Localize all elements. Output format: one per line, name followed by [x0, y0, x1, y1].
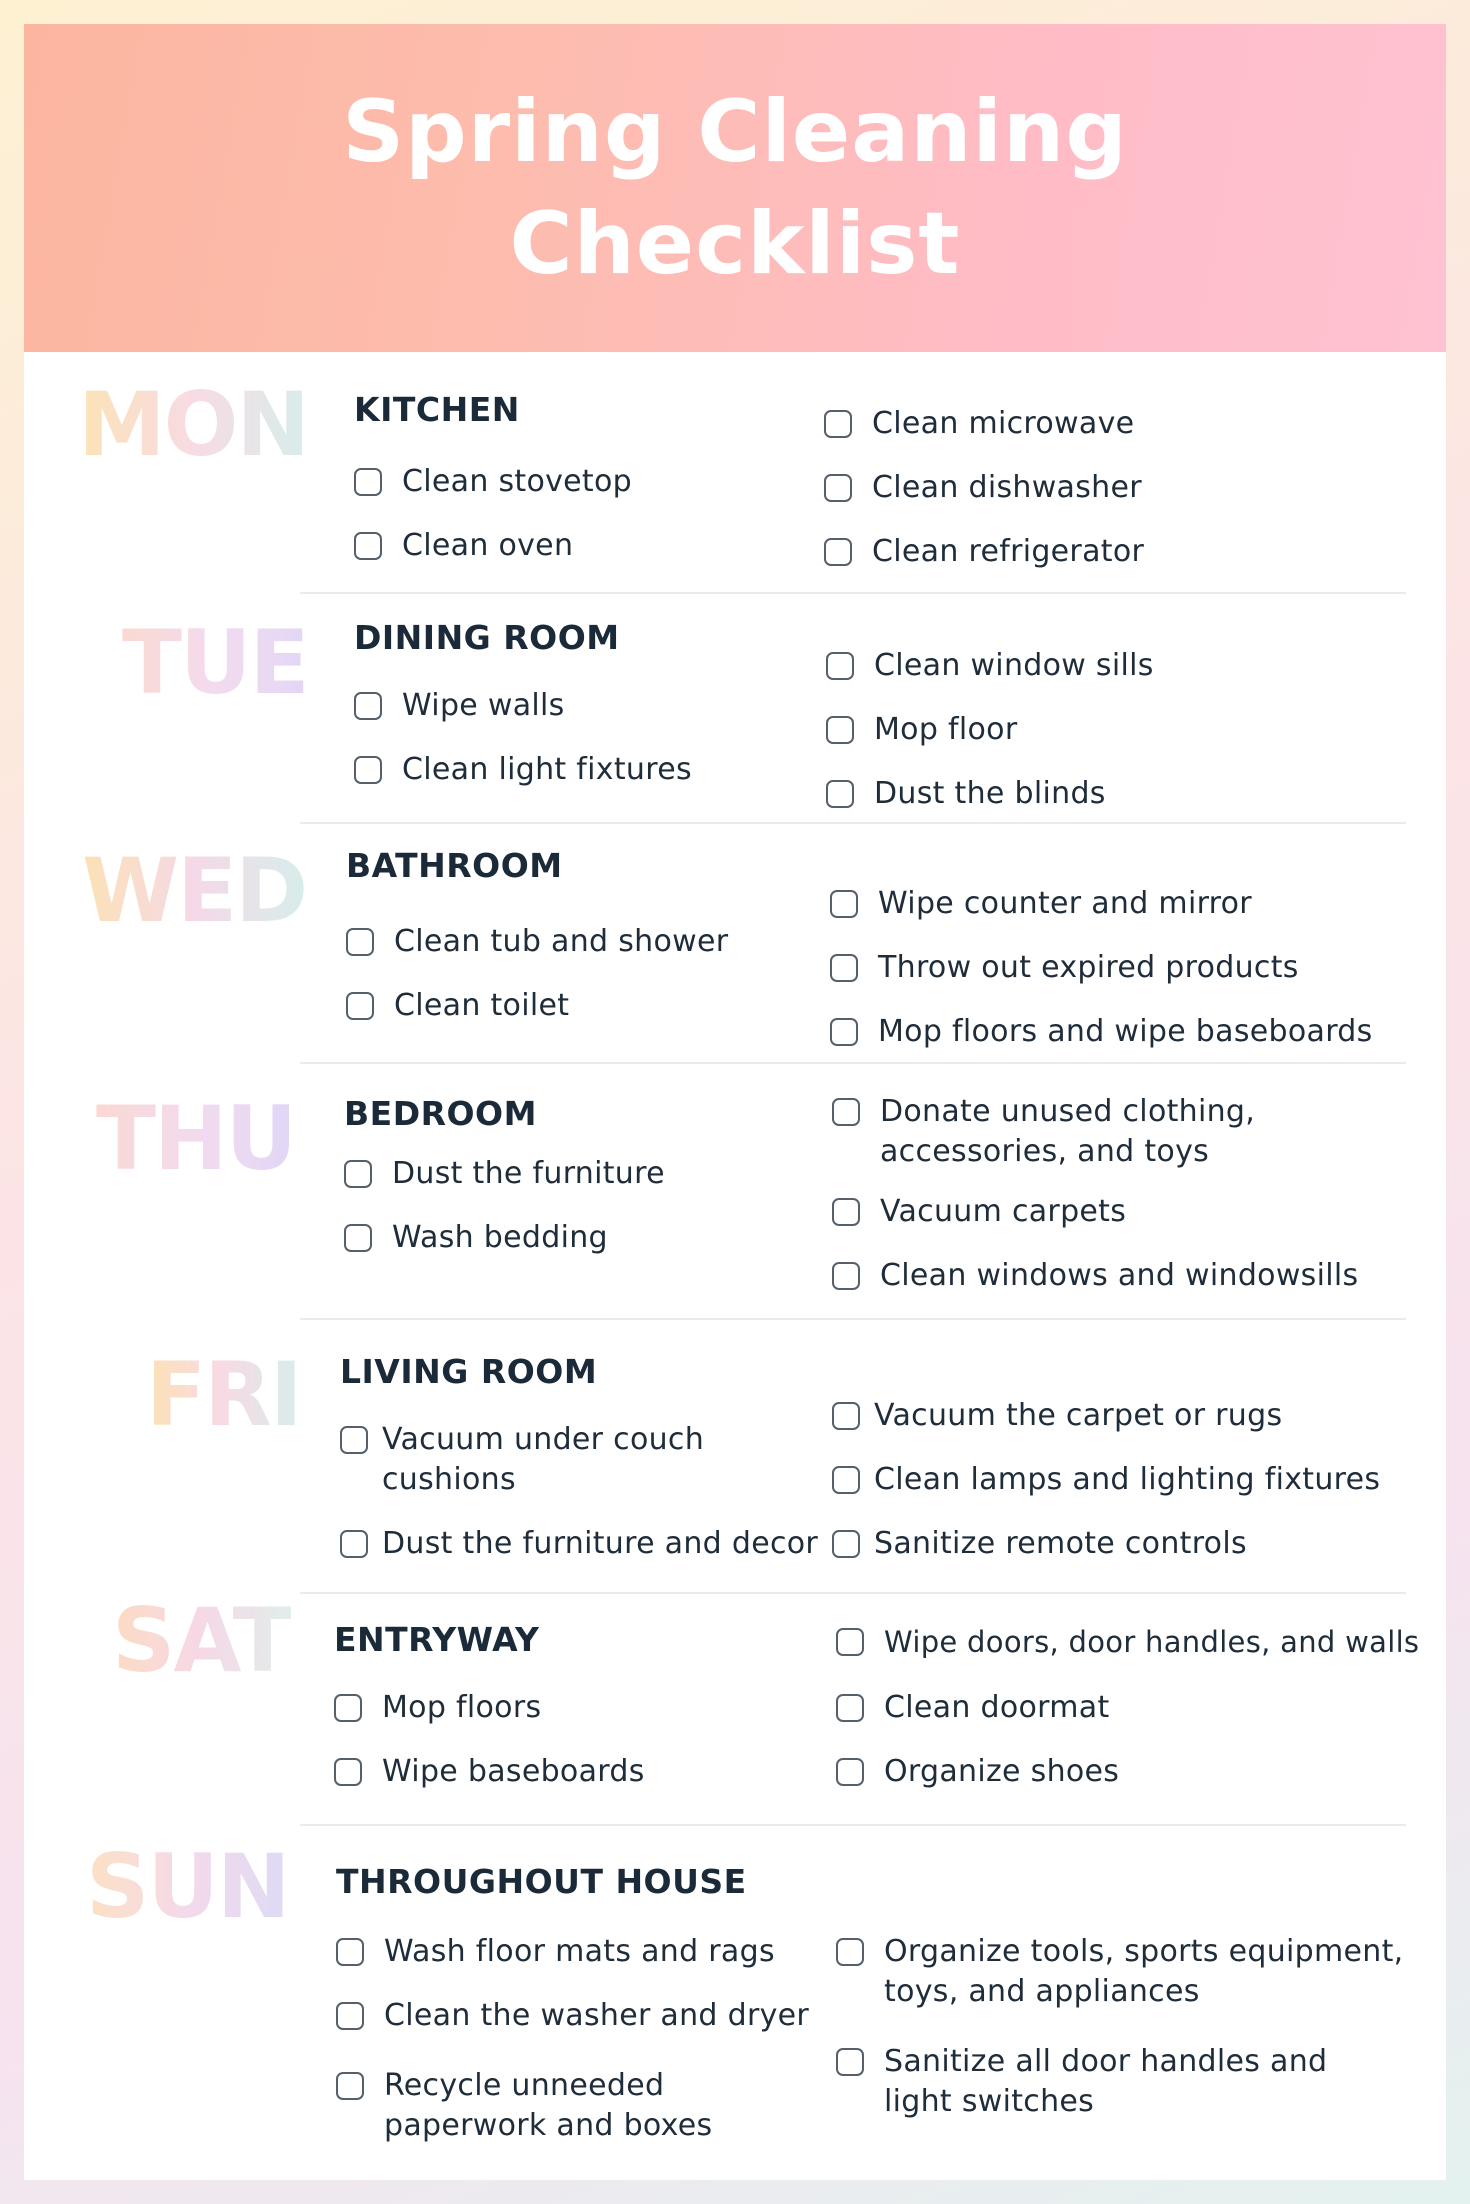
section-heading-bedroom: BEDROOM [344, 1094, 537, 1133]
section-divider [300, 1592, 1406, 1594]
item-label: Vacuum under couch cushions [382, 1422, 705, 1497]
section-heading-throughout-house: THROUGHOUT HOUSE [336, 1862, 747, 1901]
item-label: Clean refrigerator [872, 534, 1145, 569]
item-label: Dust the furniture and decor [382, 1526, 819, 1561]
item-label: Organize shoes [884, 1754, 1120, 1789]
item-label: Clean light fixtures [402, 752, 692, 787]
header-banner [24, 24, 1446, 352]
checkbox[interactable] [832, 1402, 860, 1430]
checkbox[interactable] [354, 532, 382, 560]
day-label-fri: FRI [146, 1343, 301, 1446]
item-label: Vacuum the carpet or rugs [874, 1398, 1283, 1433]
day-label-mon: MON [78, 373, 309, 476]
item-label: Clean windows and windowsills [880, 1258, 1359, 1293]
checkbox[interactable] [354, 468, 382, 496]
checkbox[interactable] [336, 2072, 364, 2100]
checkbox[interactable] [824, 538, 852, 566]
section-divider [300, 1318, 1406, 1320]
day-label-thu: THU [96, 1087, 296, 1190]
item-label: Wipe walls [402, 688, 565, 723]
item-label: Sanitize remote controls [874, 1526, 1247, 1561]
checkbox[interactable] [836, 1938, 864, 1966]
section-heading-dining-room: DINING ROOM [354, 618, 620, 657]
item-label: Clean window sills [874, 648, 1154, 683]
item-label: Clean doormat [884, 1690, 1110, 1725]
item-label: Clean lamps and lighting fixtures [874, 1462, 1381, 1497]
item-label: Organize tools, sports equipment, toys, and appliances [884, 1934, 1404, 2009]
item-label: Donate unused clothing, accessories, and toys [880, 1094, 1256, 1169]
item-label: Clean tub and shower [394, 924, 729, 959]
checkbox[interactable] [346, 992, 374, 1020]
checkbox[interactable] [824, 474, 852, 502]
item-label: Clean dishwasher [872, 470, 1142, 505]
checkbox[interactable] [340, 1530, 368, 1558]
item-label: Mop floors and wipe baseboards [878, 1014, 1373, 1049]
item-label: Clean toilet [394, 988, 570, 1023]
checkbox[interactable] [824, 410, 852, 438]
item-label: Mop floors [382, 1690, 542, 1725]
checkbox[interactable] [830, 954, 858, 982]
item-label: Mop floor [874, 712, 1018, 747]
checkbox[interactable] [346, 928, 374, 956]
section-heading-entryway: ENTRYWAY [334, 1620, 540, 1659]
checkbox[interactable] [832, 1262, 860, 1290]
checkbox[interactable] [344, 1224, 372, 1252]
checkbox[interactable] [354, 692, 382, 720]
day-label-sun: SUN [86, 1835, 289, 1938]
checkbox[interactable] [832, 1198, 860, 1226]
checkbox[interactable] [340, 1426, 368, 1454]
section-divider [300, 822, 1406, 824]
day-label-wed: WED [82, 839, 307, 942]
item-label: Recycle unneeded paperwork and boxes [384, 2068, 713, 2143]
checkbox[interactable] [836, 2048, 864, 2076]
item-label: Wash bedding [392, 1220, 608, 1255]
checkbox[interactable] [832, 1530, 860, 1558]
item-label: Dust the blinds [874, 776, 1106, 811]
page-title: Spring Cleaning Checklist [342, 82, 1128, 294]
checkbox[interactable] [832, 1098, 860, 1126]
checkbox[interactable] [336, 1938, 364, 1966]
checkbox[interactable] [826, 652, 854, 680]
item-label: Throw out expired products [878, 950, 1299, 985]
checkbox[interactable] [830, 890, 858, 918]
item-label: Wipe counter and mirror [878, 886, 1252, 921]
item-label: Clean the washer and dryer [384, 1998, 810, 2033]
item-label: Clean stovetop [402, 464, 632, 499]
checkbox[interactable] [334, 1694, 362, 1722]
checkbox[interactable] [336, 2002, 364, 2030]
section-heading-bathroom: BATHROOM [346, 846, 563, 885]
section-heading-living-room: LIVING ROOM [340, 1352, 598, 1391]
section-divider [300, 1062, 1406, 1064]
day-label-tue: TUE [122, 611, 308, 714]
item-label: Clean microwave [872, 406, 1135, 441]
item-label: Sanitize all door handles and light switches [884, 2044, 1328, 2119]
checkbox[interactable] [344, 1160, 372, 1188]
checkbox[interactable] [836, 1758, 864, 1786]
checkbox[interactable] [830, 1018, 858, 1046]
checkbox[interactable] [836, 1694, 864, 1722]
checkbox[interactable] [832, 1466, 860, 1494]
day-label-sat: SAT [112, 1589, 291, 1692]
item-label: Clean oven [402, 528, 574, 563]
checkbox[interactable] [354, 756, 382, 784]
item-label: Vacuum carpets [880, 1194, 1127, 1229]
checkbox[interactable] [826, 716, 854, 744]
checklist-card [24, 24, 1446, 2180]
checkbox[interactable] [334, 1758, 362, 1786]
item-label: Wash floor mats and rags [384, 1934, 775, 1969]
checkbox[interactable] [836, 1628, 864, 1656]
item-label: Wipe doors, door handles, and walls [884, 1625, 1420, 1659]
section-divider [300, 1824, 1406, 1826]
checkbox[interactable] [826, 780, 854, 808]
section-divider [300, 592, 1406, 594]
item-label: Dust the furniture [392, 1156, 665, 1191]
section-heading-kitchen: KITCHEN [354, 390, 520, 429]
item-label: Wipe baseboards [382, 1754, 645, 1789]
